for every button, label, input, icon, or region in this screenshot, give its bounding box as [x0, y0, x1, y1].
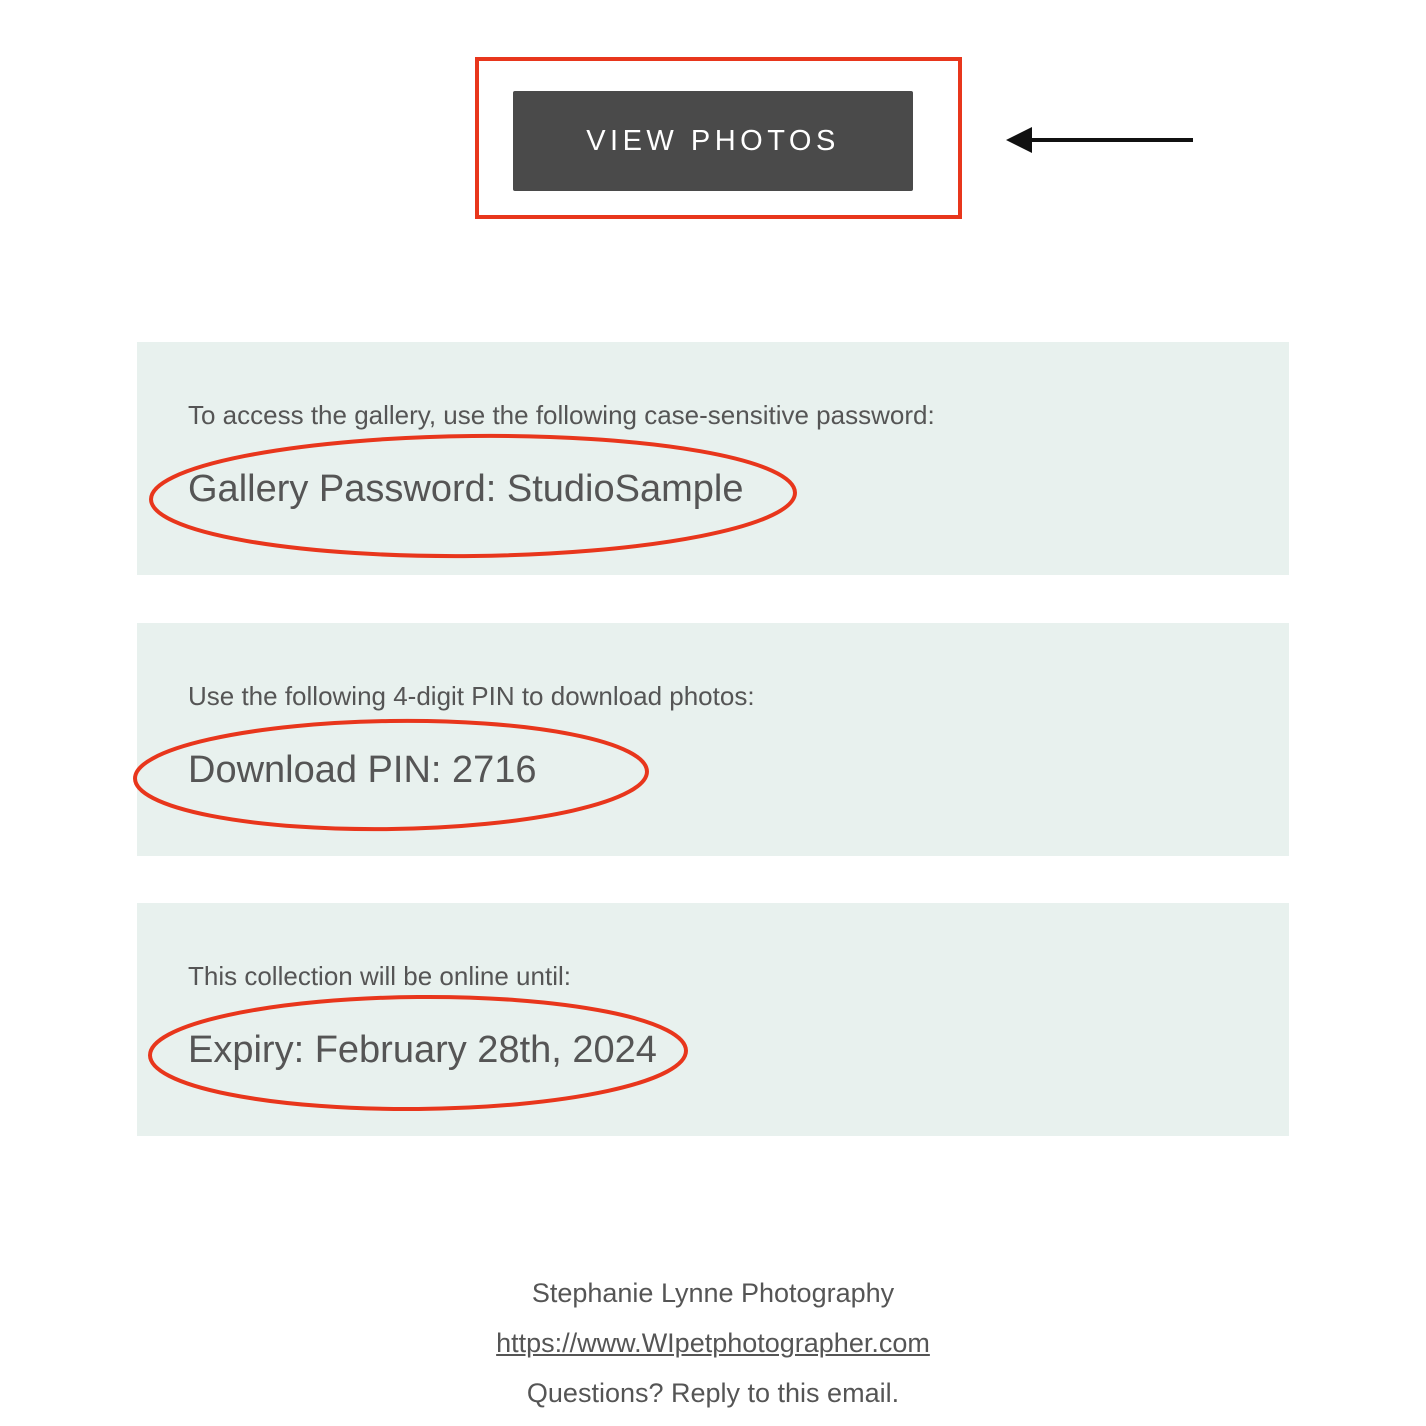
gallery-password: Gallery Password: StudioSample: [188, 468, 744, 510]
pin-box: [137, 623, 1289, 856]
questions-text: Questions? Reply to this email.: [526, 1378, 900, 1408]
download-pin: Download PIN: 2716: [188, 749, 537, 791]
business-name: Stephanie Lynne Photography: [531, 1278, 895, 1308]
pin-instructions: Use the following 4-digit PIN to download photos:: [188, 681, 755, 711]
expiry-box: [137, 903, 1289, 1136]
password-instructions: To access the gallery, use the following case-sensitive password:: [188, 400, 935, 430]
expiry-date: Expiry: February 28th, 2024: [188, 1029, 657, 1071]
password-box: [137, 342, 1289, 575]
view-photos-button[interactable]: VIEW PHOTOS: [513, 91, 913, 191]
website-line: [0, 1328, 1426, 1359]
left-arrow-icon: [1006, 127, 1193, 153]
website-link[interactable]: https://www.WIpetphotographer.com: [496, 1328, 930, 1358]
expiry-instructions: This collection will be online until:: [188, 961, 571, 991]
